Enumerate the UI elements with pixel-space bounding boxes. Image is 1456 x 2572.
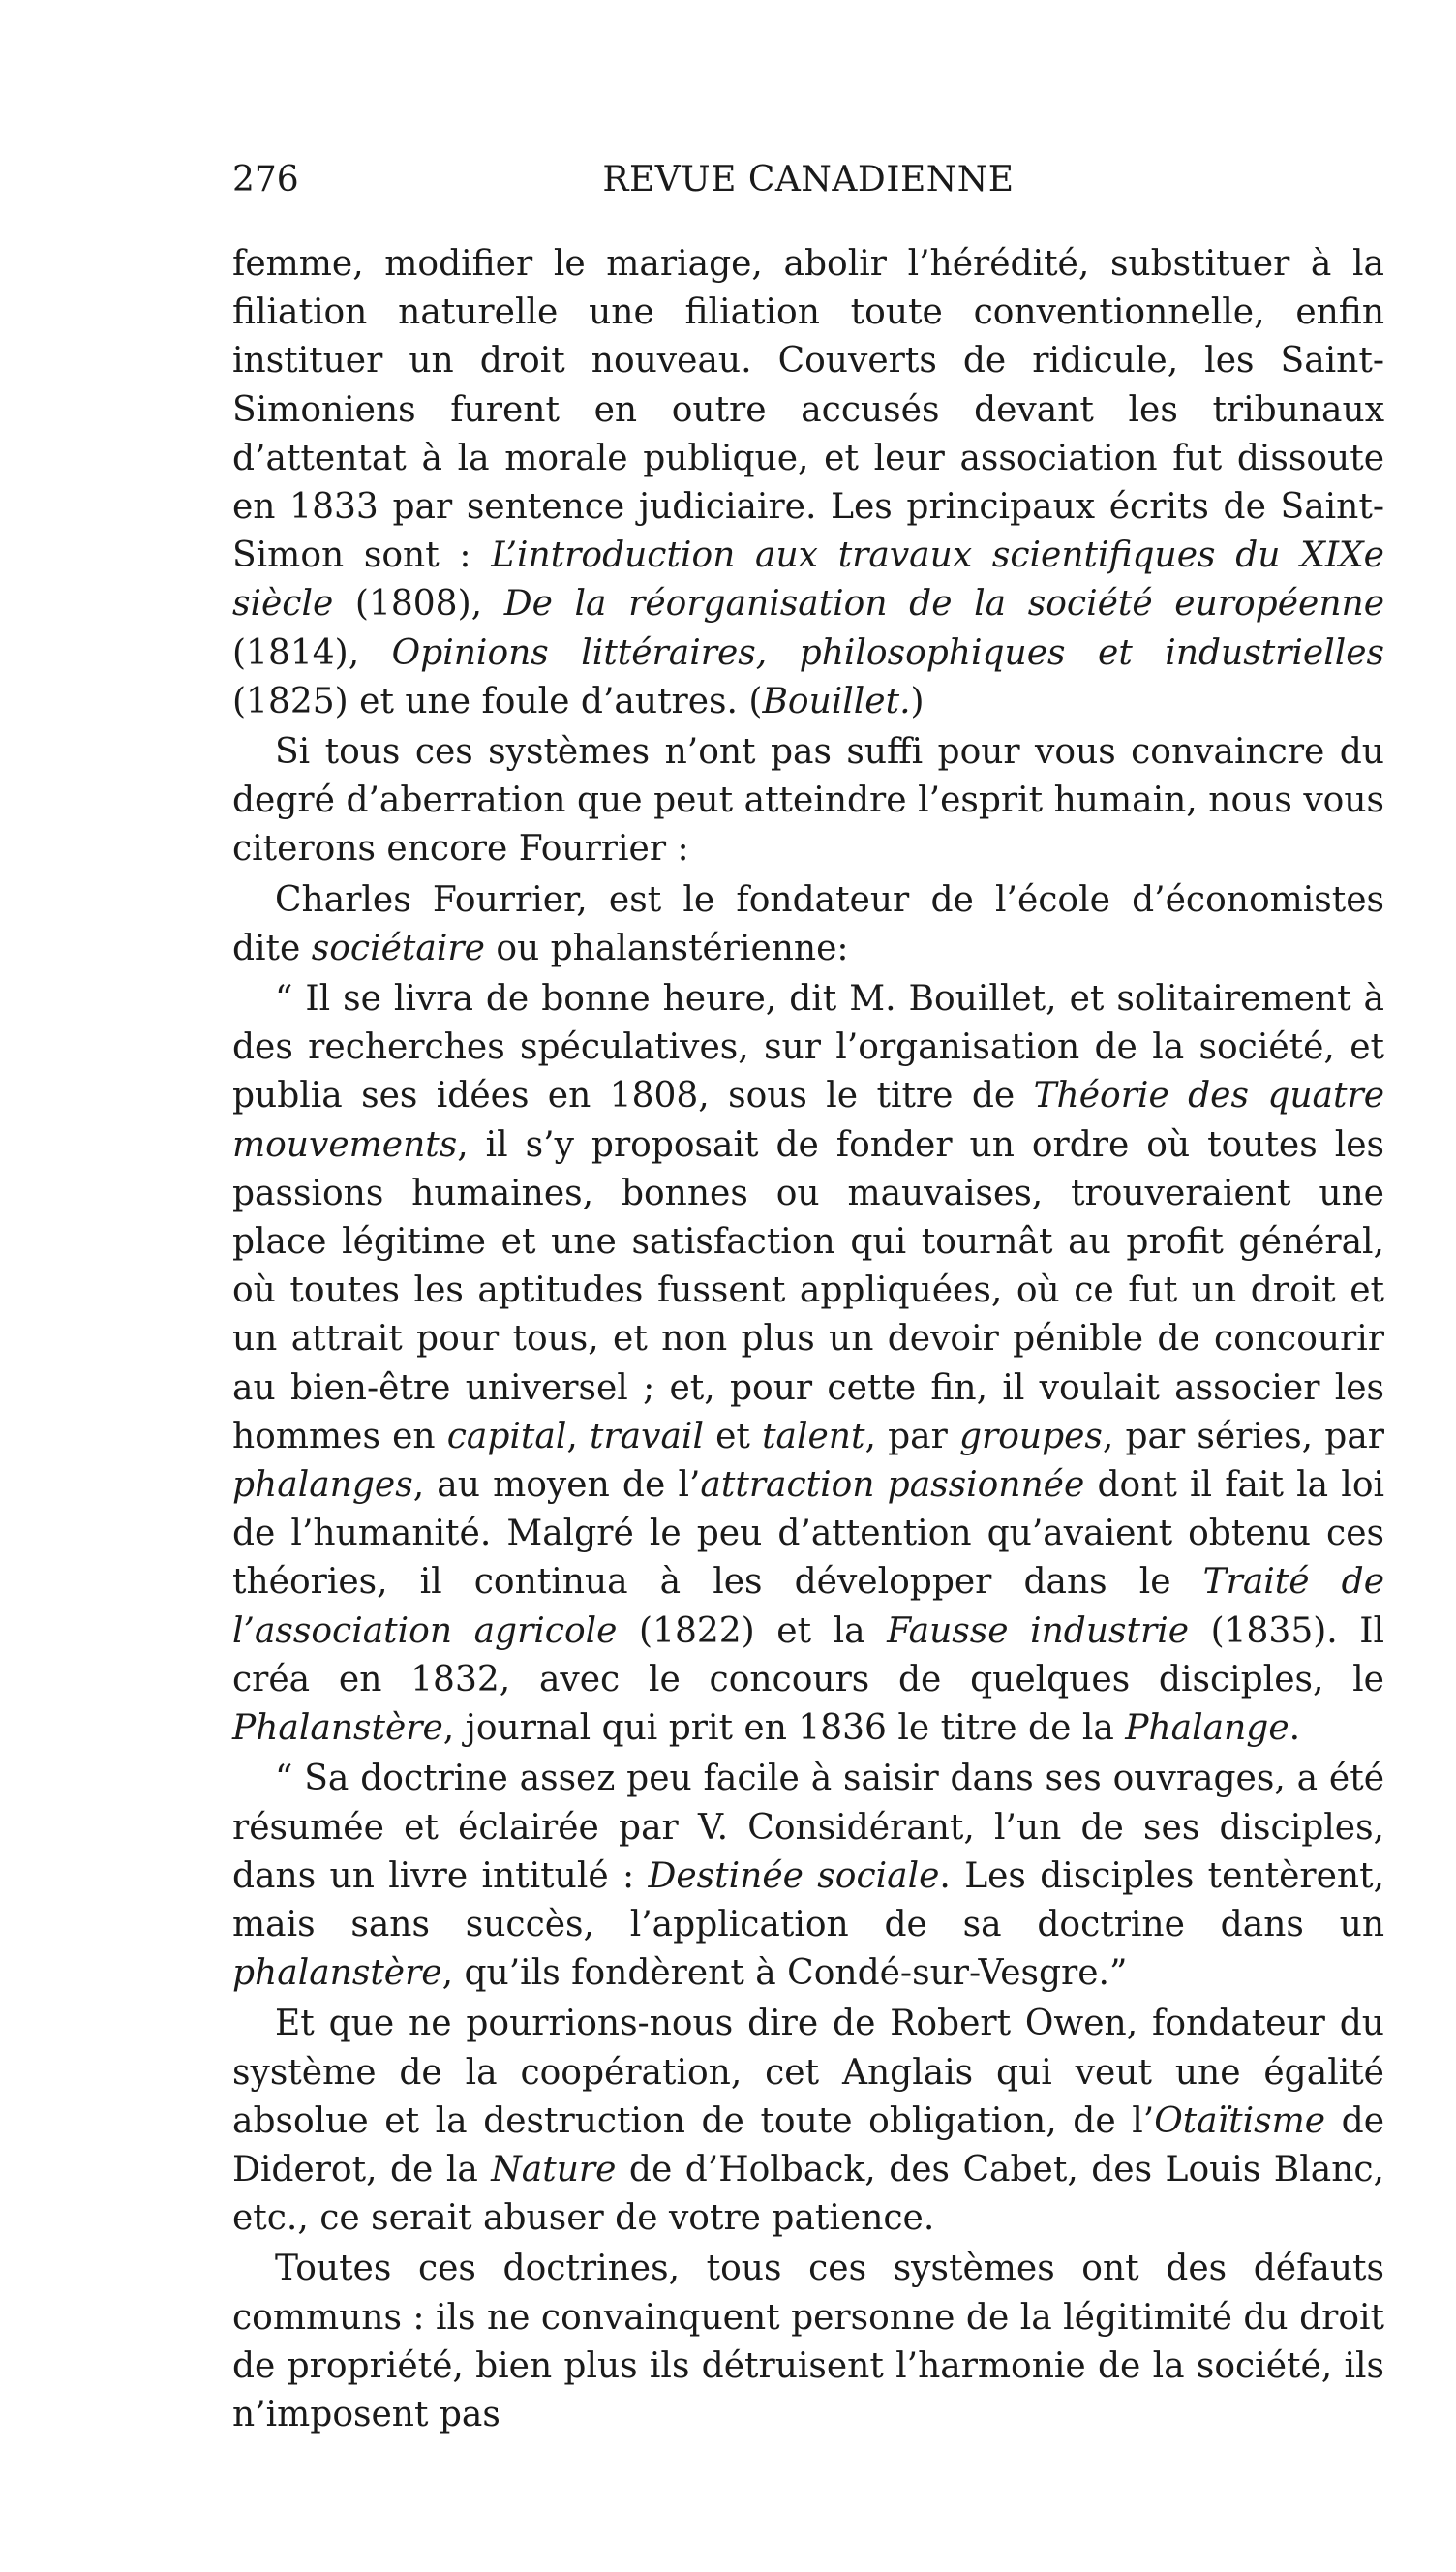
paragraph-fourrier-intro: Si tous ces systèmes n’ont pas suffi pour vous convaincre du degré d’aberration que peut atteindre l’esprit humain, nous vous citerons encore Fourrier : [232, 732, 1384, 870]
page-body [232, 240, 1384, 2439]
paragraph-bouillet-quote-1: “ Il se livra de bonne heure, dit M. Bouillet, et solitairement à des recherches spéculatives, sur l’organisation de la société, et publia ses idées en 1808, sous le titre de Théorie des quatre mouvements, il s’y proposait de fonder un ordre où toutes les passions humaines, bonnes ou mauvaises, trouveraient une place légitime et une satisfaction qui tournât au profit général, où toutes les aptitudes fussent appliquées, où ce fut un droit et un attrait pour tous, et non plus un devoir pénible de concourir au bien-être universel ; et, pour cette fin, il voulait associer les hommes en capital, travail et talent, par groupes, par séries, par phalanges, au moyen de l’attraction passionnée dont il fait la loi de l’humanité. Malgré le peu d’attention qu’avaient obtenu ces théories, il continua à les développer dans le Traité de l’association agricole (1822) et la Fausse industrie (1835). Il créa en 1832, avec le concours de quelques disciples, le Phalanstère, journal qui prit en 1836 le titre de la Phalange. [232, 979, 1385, 1749]
running-title: REVUE CANADIENNE [602, 160, 1015, 199]
paragraph-owen: Et que ne pourrions-nous dire de Robert Owen, fondateur du système de la coopération, cet Anglais qui veut une égalité absolue et la destruction de toute obligation, de l’Otaïtisme de Diderot, de la Nature de d’Holback, des Cabet, des Louis Blanc, etc., ce serait abuser de votre patience. [232, 2004, 1384, 2239]
paragraph-doctrines-defects: Toutes ces doctrines, tous ces systèmes ont des défauts communs : ils ne convainquent personne de la légitimité du droit de propriété, bien plus ils détruisent l’harmonie de la société, ils n’imposent pas [232, 2249, 1384, 2434]
paragraph-bouillet-quote-2: “ Sa doctrine assez peu facile à saisir dans ses ouvrages, a été résumée et éclairée par V. Considérant, l’un de ses disciples, dans un livre intitulé : Destinée sociale. Les disciples tentèrent, mais sans succès, l’application de sa doctrine dans un phalanstère, qu’ils fondèrent à Condé-sur-Vesgre.” [232, 1759, 1385, 1994]
paragraph-fourrier-founder: Charles Fourrier, est le fondateur de l’école d’économistes dite sociétaire ou phalanstérienne: [232, 879, 1384, 968]
page-header [232, 160, 1384, 208]
page-number: 276 [232, 160, 299, 199]
paragraph-saint-simon-continued: femme, modifier le mariage, abolir l’hérédité, substituer à la filiation naturelle une filiation toute conventionnelle, enfin instituer un droit nouveau. Couverts de ridicule, les Saint-Simoniens furent en outre accusés devant les tribunaux d’attentat à la morale publique, et leur association fut dissoute en 1833 par sentence judiciaire. Les principaux écrits de Saint-Simon sont : L’introduction aux travaux scientifiques du XIXe siècle (1808), De la réorganisation de la société européenne (1814), Opinions littéraires, philosophiques et industrielles (1825) et une foule d’autres. (Bouillet.) [232, 244, 1385, 721]
